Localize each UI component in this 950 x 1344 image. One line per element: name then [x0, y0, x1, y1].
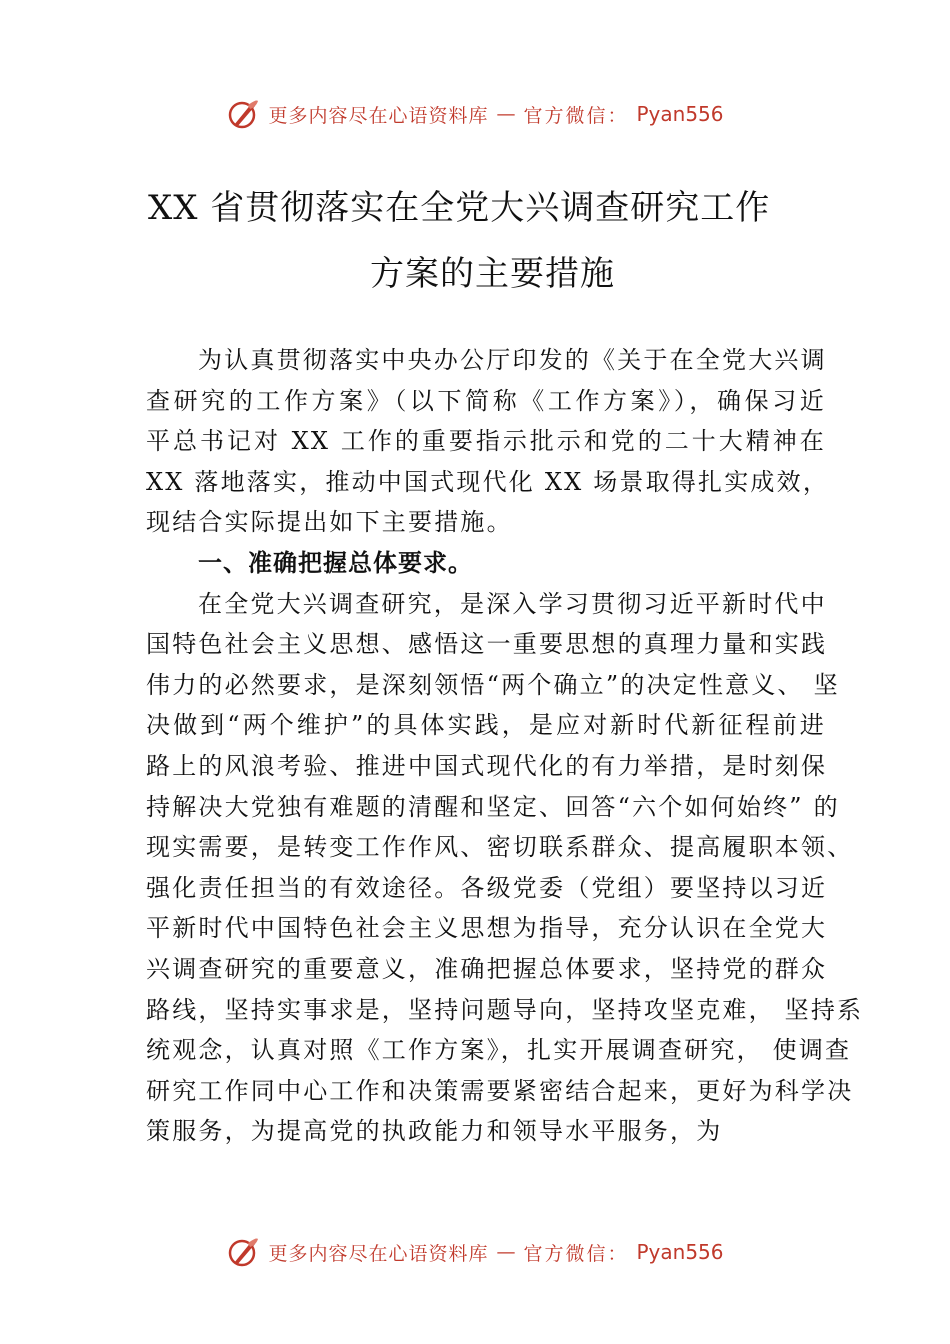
document-body [146, 340, 864, 1152]
paragraph-line: 国特色社会主义思想、感悟这一重要思想的真理力量和实践 [146, 630, 828, 659]
footer-banner [0, 1232, 950, 1272]
document-title-line-1: XX 省贯彻落实在全党大兴调查研究工作 [148, 188, 771, 228]
paragraph-line: 路上的风浪考验、推进中国式现代化的有力举措，是时刻保 [146, 751, 828, 780]
paragraph-line: 伟力的必然要求，是深刻领悟“两个确立”的决定性意义、 坚 [146, 670, 840, 699]
banner-text: 更多内容尽在心语资料库 [268, 104, 489, 127]
paragraph-line: 为认真贯彻落实中央办公厅印发的《关于在全党大兴调 [198, 346, 827, 374]
paragraph-line: 决做到“两个维护”的具体实践，是应对新时代新征程前进 [146, 711, 826, 740]
banner-separator: — [496, 1241, 516, 1263]
paragraph-line: 现结合实际提出如下主要措施。 [146, 508, 513, 537]
paragraph-line: 统观念，认真对照《工作方案》，扎实开展调查研究， 使调查 [146, 1036, 852, 1065]
banner-text: 更多内容尽在心语资料库 [268, 1242, 489, 1265]
section-heading: 一、准确把握总体要求。 [198, 548, 473, 577]
paragraph-line: 持解决大党独有难题的清醒和坚定、回答“六个如何始终” 的 [146, 792, 840, 821]
banner-separator: — [496, 103, 516, 125]
document-title-line-2: 方案的主要措施 [370, 254, 615, 294]
paragraph-line: 强化责任担当的有效途径。各级党委（党组）要坚持以习近 [146, 873, 828, 902]
paragraph-line: 策服务，为提高党的执政能力和领导水平服务，为 [146, 1117, 723, 1146]
paragraph-line: 现实需要，是转变工作作风、密切联系群众、提高履职本领、 [146, 833, 854, 862]
paragraph-line: 平总书记对 XX 工作的重要指示批示和党的二十大精神在 [146, 427, 826, 456]
paragraph-line: 兴调查研究的重要意义，准确把握总体要求，坚持党的群众 [146, 954, 828, 983]
paragraph-line: 平新时代中国特色社会主义思想为指导，充分认识在全党大 [146, 914, 828, 943]
header-banner [0, 94, 950, 134]
banner-wechat-label: 官方微信： [523, 104, 629, 127]
quill-logo-icon [226, 97, 260, 131]
paragraph-line: 路线，坚持实事求是，坚持问题导向，坚持攻坚克难， 坚持系 [146, 995, 864, 1024]
paragraph-line: 查研究的工作方案》（以下简称《工作方案》），确保习近 [146, 386, 826, 415]
banner-wechat-label: 官方微信： [523, 1242, 629, 1265]
banner-wechat-id: Pyan556 [636, 102, 724, 126]
paragraph-line: 在全党大兴调查研究，是深入学习贯彻习近平新时代中 [198, 589, 827, 618]
quill-logo-icon [226, 1235, 260, 1269]
banner-wechat-id: Pyan556 [636, 1240, 724, 1264]
paragraph-line: 研究工作同中心工作和决策需要紧密结合起来，更好为科学决 [146, 1076, 854, 1105]
paragraph-line: XX 落地落实，推动中国式现代化 XX 场景取得扎实成效， [146, 467, 830, 496]
